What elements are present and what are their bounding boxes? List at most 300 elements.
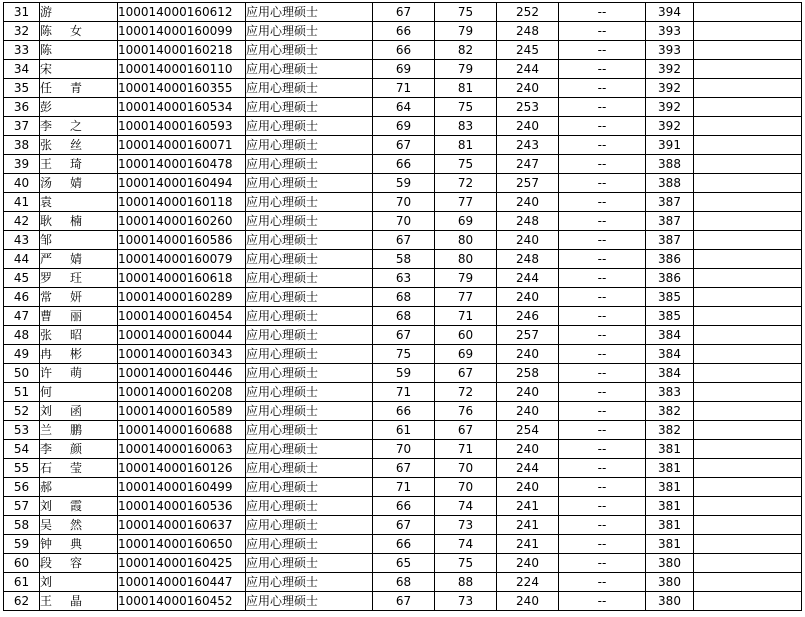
score2-cell: 74 — [435, 497, 497, 516]
candidate-id-cell: 100014000160355 — [118, 79, 246, 98]
name-cell — [40, 573, 118, 592]
name-part: 汤 — [40, 176, 53, 190]
score-table — [3, 2, 802, 611]
total-score-cell: 392 — [646, 60, 694, 79]
name-part: 曹 — [40, 309, 53, 323]
table-row — [4, 573, 802, 592]
name-part: 冉 — [40, 347, 53, 361]
score4-cell: -- — [559, 592, 646, 611]
name-cell — [40, 364, 118, 383]
score2-cell: 75 — [435, 554, 497, 573]
empty-cell — [694, 60, 802, 79]
score4-cell: -- — [559, 212, 646, 231]
major-cell: 应用心理硕士 — [246, 136, 373, 155]
name-part: 玨 — [70, 271, 83, 285]
score2-cell: 80 — [435, 231, 497, 250]
name-part: 典 — [70, 537, 83, 551]
score1-cell: 66 — [373, 41, 435, 60]
score4-cell: -- — [559, 421, 646, 440]
name-part: 钟 — [40, 537, 53, 551]
name-part: 霞 — [70, 499, 83, 513]
score1-cell: 64 — [373, 98, 435, 117]
total-score-cell: 380 — [646, 554, 694, 573]
score4-cell: -- — [559, 364, 646, 383]
rank-cell: 36 — [4, 98, 40, 117]
name-part: 何 — [40, 385, 53, 399]
total-score-cell: 381 — [646, 478, 694, 497]
empty-cell — [694, 155, 802, 174]
score3-cell: 241 — [497, 497, 559, 516]
name-cell — [40, 250, 118, 269]
rank-cell: 50 — [4, 364, 40, 383]
score4-cell: -- — [559, 3, 646, 22]
table-body — [4, 3, 802, 611]
major-cell: 应用心理硕士 — [246, 193, 373, 212]
table-row — [4, 592, 802, 611]
candidate-id-cell: 100014000160447 — [118, 573, 246, 592]
score2-cell: 76 — [435, 402, 497, 421]
name-part: 宋 — [40, 62, 53, 76]
score4-cell: -- — [559, 155, 646, 174]
total-score-cell: 383 — [646, 383, 694, 402]
empty-cell — [694, 535, 802, 554]
total-score-cell: 381 — [646, 459, 694, 478]
score1-cell: 67 — [373, 231, 435, 250]
name-part: 罗 — [40, 271, 53, 285]
score3-cell: 241 — [497, 535, 559, 554]
rank-cell: 52 — [4, 402, 40, 421]
name-cell — [40, 459, 118, 478]
candidate-id-cell: 100014000160499 — [118, 478, 246, 497]
score2-cell: 72 — [435, 383, 497, 402]
candidate-id-cell: 100014000160260 — [118, 212, 246, 231]
major-cell: 应用心理硕士 — [246, 535, 373, 554]
score2-cell: 73 — [435, 592, 497, 611]
name-part: 李 — [40, 119, 53, 133]
score1-cell: 75 — [373, 345, 435, 364]
rank-cell: 47 — [4, 307, 40, 326]
score1-cell: 66 — [373, 402, 435, 421]
major-cell: 应用心理硕士 — [246, 231, 373, 250]
score4-cell: -- — [559, 459, 646, 478]
score3-cell: 244 — [497, 459, 559, 478]
major-cell: 应用心理硕士 — [246, 79, 373, 98]
table-row — [4, 3, 802, 22]
candidate-id-cell: 100014000160589 — [118, 402, 246, 421]
score3-cell: 241 — [497, 516, 559, 535]
score3-cell: 240 — [497, 231, 559, 250]
total-score-cell: 393 — [646, 22, 694, 41]
name-part: 许 — [40, 366, 53, 380]
name-cell — [40, 497, 118, 516]
major-cell: 应用心理硕士 — [246, 3, 373, 22]
total-score-cell: 385 — [646, 307, 694, 326]
name-part: 琦 — [70, 157, 83, 171]
name-part: 婧 — [70, 252, 83, 266]
major-cell: 应用心理硕士 — [246, 402, 373, 421]
empty-cell — [694, 402, 802, 421]
total-score-cell: 382 — [646, 421, 694, 440]
score1-cell: 71 — [373, 383, 435, 402]
score4-cell: -- — [559, 174, 646, 193]
score4-cell: -- — [559, 269, 646, 288]
score4-cell: -- — [559, 79, 646, 98]
name-part: 袁 — [40, 195, 53, 209]
rank-cell: 31 — [4, 3, 40, 22]
name-cell — [40, 3, 118, 22]
major-cell: 应用心理硕士 — [246, 22, 373, 41]
score3-cell: 244 — [497, 60, 559, 79]
major-cell: 应用心理硕士 — [246, 307, 373, 326]
empty-cell — [694, 193, 802, 212]
name-part: 陈 — [40, 43, 53, 57]
empty-cell — [694, 98, 802, 117]
candidate-id-cell: 100014000160534 — [118, 98, 246, 117]
total-score-cell: 388 — [646, 174, 694, 193]
score2-cell: 75 — [435, 98, 497, 117]
total-score-cell: 392 — [646, 79, 694, 98]
candidate-id-cell: 100014000160425 — [118, 554, 246, 573]
empty-cell — [694, 3, 802, 22]
empty-cell — [694, 307, 802, 326]
score2-cell: 69 — [435, 345, 497, 364]
rank-cell: 37 — [4, 117, 40, 136]
major-cell: 应用心理硕士 — [246, 288, 373, 307]
total-score-cell: 386 — [646, 250, 694, 269]
total-score-cell: 381 — [646, 516, 694, 535]
score3-cell: 252 — [497, 3, 559, 22]
name-cell — [40, 212, 118, 231]
total-score-cell: 381 — [646, 440, 694, 459]
table-row — [4, 478, 802, 497]
table-row — [4, 402, 802, 421]
name-cell — [40, 402, 118, 421]
rank-cell: 44 — [4, 250, 40, 269]
major-cell: 应用心理硕士 — [246, 478, 373, 497]
name-part: 颜 — [70, 442, 83, 456]
rank-cell: 51 — [4, 383, 40, 402]
table-row — [4, 440, 802, 459]
score3-cell: 257 — [497, 326, 559, 345]
rank-cell: 34 — [4, 60, 40, 79]
major-cell: 应用心理硕士 — [246, 174, 373, 193]
name-part: 严 — [40, 252, 53, 266]
score4-cell: -- — [559, 22, 646, 41]
total-score-cell: 385 — [646, 288, 694, 307]
name-cell — [40, 478, 118, 497]
empty-cell — [694, 383, 802, 402]
total-score-cell: 384 — [646, 326, 694, 345]
major-cell: 应用心理硕士 — [246, 60, 373, 79]
table-row — [4, 459, 802, 478]
candidate-id-cell: 100014000160063 — [118, 440, 246, 459]
name-cell — [40, 554, 118, 573]
table-row — [4, 231, 802, 250]
table-row — [4, 174, 802, 193]
score3-cell: 257 — [497, 174, 559, 193]
empty-cell — [694, 345, 802, 364]
empty-cell — [694, 364, 802, 383]
score4-cell: -- — [559, 345, 646, 364]
name-part: 楠 — [70, 214, 83, 228]
empty-cell — [694, 288, 802, 307]
empty-cell — [694, 22, 802, 41]
empty-cell — [694, 554, 802, 573]
table-row — [4, 288, 802, 307]
name-part: 妍 — [70, 290, 83, 304]
table-row — [4, 364, 802, 383]
major-cell: 应用心理硕士 — [246, 592, 373, 611]
score4-cell: -- — [559, 136, 646, 155]
name-part: 昭 — [70, 328, 83, 342]
score3-cell: 240 — [497, 79, 559, 98]
name-part: 之 — [70, 119, 83, 133]
total-score-cell: 386 — [646, 269, 694, 288]
candidate-id-cell: 100014000160612 — [118, 3, 246, 22]
score1-cell: 68 — [373, 307, 435, 326]
name-part: 然 — [70, 518, 83, 532]
name-part: 张 — [40, 328, 53, 342]
table-row — [4, 155, 802, 174]
rank-cell: 61 — [4, 573, 40, 592]
name-cell — [40, 345, 118, 364]
table-row — [4, 22, 802, 41]
name-part: 陈 — [40, 24, 53, 38]
candidate-id-cell: 100014000160446 — [118, 364, 246, 383]
total-score-cell: 380 — [646, 573, 694, 592]
name-part: 鹏 — [70, 423, 83, 437]
score1-cell: 68 — [373, 573, 435, 592]
major-cell: 应用心理硕士 — [246, 421, 373, 440]
candidate-id-cell: 100014000160478 — [118, 155, 246, 174]
rank-cell: 55 — [4, 459, 40, 478]
table-row — [4, 98, 802, 117]
score1-cell: 69 — [373, 60, 435, 79]
name-part: 耿 — [40, 214, 53, 228]
score3-cell: 240 — [497, 117, 559, 136]
name-part: 刘 — [40, 499, 53, 513]
score2-cell: 79 — [435, 60, 497, 79]
major-cell: 应用心理硕士 — [246, 326, 373, 345]
name-part: 丝 — [70, 138, 83, 152]
table-row — [4, 269, 802, 288]
score1-cell: 67 — [373, 516, 435, 535]
score2-cell: 79 — [435, 269, 497, 288]
table-row — [4, 60, 802, 79]
total-score-cell: 392 — [646, 117, 694, 136]
score3-cell: 224 — [497, 573, 559, 592]
rank-cell: 32 — [4, 22, 40, 41]
score4-cell: -- — [559, 478, 646, 497]
name-cell — [40, 326, 118, 345]
score2-cell: 67 — [435, 421, 497, 440]
score1-cell: 58 — [373, 250, 435, 269]
score2-cell: 82 — [435, 41, 497, 60]
empty-cell — [694, 478, 802, 497]
candidate-id-cell: 100014000160586 — [118, 231, 246, 250]
empty-cell — [694, 516, 802, 535]
name-cell — [40, 193, 118, 212]
rank-cell: 41 — [4, 193, 40, 212]
name-cell — [40, 117, 118, 136]
name-cell — [40, 592, 118, 611]
total-score-cell: 387 — [646, 193, 694, 212]
score2-cell: 73 — [435, 516, 497, 535]
name-cell — [40, 136, 118, 155]
empty-cell — [694, 326, 802, 345]
score1-cell: 67 — [373, 459, 435, 478]
name-cell — [40, 421, 118, 440]
rank-cell: 59 — [4, 535, 40, 554]
name-part: 石 — [40, 461, 53, 475]
major-cell: 应用心理硕士 — [246, 41, 373, 60]
name-part: 王 — [40, 157, 53, 171]
score1-cell: 70 — [373, 212, 435, 231]
score1-cell: 66 — [373, 155, 435, 174]
rank-cell: 46 — [4, 288, 40, 307]
score3-cell: 240 — [497, 345, 559, 364]
candidate-id-cell: 100014000160208 — [118, 383, 246, 402]
score4-cell: -- — [559, 307, 646, 326]
table-row — [4, 250, 802, 269]
score3-cell: 240 — [497, 402, 559, 421]
name-part: 李 — [40, 442, 53, 456]
total-score-cell: 384 — [646, 364, 694, 383]
name-cell — [40, 231, 118, 250]
rank-cell: 57 — [4, 497, 40, 516]
empty-cell — [694, 212, 802, 231]
rank-cell: 49 — [4, 345, 40, 364]
rank-cell: 33 — [4, 41, 40, 60]
table-row — [4, 79, 802, 98]
score2-cell: 79 — [435, 22, 497, 41]
candidate-id-cell: 100014000160593 — [118, 117, 246, 136]
total-score-cell: 384 — [646, 345, 694, 364]
score4-cell: -- — [559, 383, 646, 402]
major-cell: 应用心理硕士 — [246, 440, 373, 459]
rank-cell: 40 — [4, 174, 40, 193]
name-cell — [40, 98, 118, 117]
score3-cell: 243 — [497, 136, 559, 155]
table-row — [4, 136, 802, 155]
name-cell — [40, 383, 118, 402]
name-part: 彬 — [70, 347, 83, 361]
score2-cell: 80 — [435, 250, 497, 269]
score1-cell: 61 — [373, 421, 435, 440]
candidate-id-cell: 100014000160454 — [118, 307, 246, 326]
score2-cell: 74 — [435, 535, 497, 554]
name-cell — [40, 79, 118, 98]
empty-cell — [694, 497, 802, 516]
empty-cell — [694, 573, 802, 592]
candidate-id-cell: 100014000160637 — [118, 516, 246, 535]
score4-cell: -- — [559, 250, 646, 269]
rank-cell: 60 — [4, 554, 40, 573]
major-cell: 应用心理硕士 — [246, 554, 373, 573]
name-part: 青 — [70, 81, 83, 95]
score1-cell: 70 — [373, 193, 435, 212]
rank-cell: 45 — [4, 269, 40, 288]
table-row — [4, 193, 802, 212]
table-row — [4, 516, 802, 535]
total-score-cell: 380 — [646, 592, 694, 611]
score2-cell: 70 — [435, 459, 497, 478]
score1-cell: 59 — [373, 174, 435, 193]
name-cell — [40, 174, 118, 193]
empty-cell — [694, 459, 802, 478]
major-cell: 应用心理硕士 — [246, 212, 373, 231]
name-part: 兰 — [40, 423, 53, 437]
name-part: 郝 — [40, 480, 53, 494]
major-cell: 应用心理硕士 — [246, 497, 373, 516]
score4-cell: -- — [559, 326, 646, 345]
table-row — [4, 383, 802, 402]
name-cell — [40, 516, 118, 535]
major-cell: 应用心理硕士 — [246, 98, 373, 117]
major-cell: 应用心理硕士 — [246, 383, 373, 402]
name-part: 任 — [40, 81, 53, 95]
score2-cell: 72 — [435, 174, 497, 193]
score1-cell: 66 — [373, 22, 435, 41]
table-row — [4, 554, 802, 573]
candidate-id-cell: 100014000160218 — [118, 41, 246, 60]
score3-cell: 247 — [497, 155, 559, 174]
empty-cell — [694, 269, 802, 288]
candidate-id-cell: 100014000160289 — [118, 288, 246, 307]
score4-cell: -- — [559, 497, 646, 516]
table-row — [4, 41, 802, 60]
major-cell: 应用心理硕士 — [246, 573, 373, 592]
rank-cell: 48 — [4, 326, 40, 345]
score3-cell: 258 — [497, 364, 559, 383]
rank-cell: 39 — [4, 155, 40, 174]
major-cell: 应用心理硕士 — [246, 364, 373, 383]
score1-cell: 67 — [373, 136, 435, 155]
rank-cell: 53 — [4, 421, 40, 440]
rank-cell: 62 — [4, 592, 40, 611]
score2-cell: 70 — [435, 478, 497, 497]
candidate-id-cell: 100014000160494 — [118, 174, 246, 193]
candidate-id-cell: 100014000160071 — [118, 136, 246, 155]
score2-cell: 75 — [435, 155, 497, 174]
candidate-id-cell: 100014000160126 — [118, 459, 246, 478]
score1-cell: 69 — [373, 117, 435, 136]
empty-cell — [694, 250, 802, 269]
empty-cell — [694, 440, 802, 459]
major-cell: 应用心理硕士 — [246, 345, 373, 364]
name-cell — [40, 41, 118, 60]
empty-cell — [694, 136, 802, 155]
name-part: 函 — [70, 404, 83, 418]
score3-cell: 254 — [497, 421, 559, 440]
table-row — [4, 212, 802, 231]
score1-cell: 63 — [373, 269, 435, 288]
name-part: 萌 — [70, 366, 83, 380]
score3-cell: 253 — [497, 98, 559, 117]
major-cell: 应用心理硕士 — [246, 117, 373, 136]
candidate-id-cell: 100014000160536 — [118, 497, 246, 516]
score2-cell: 71 — [435, 307, 497, 326]
rank-cell: 42 — [4, 212, 40, 231]
name-cell — [40, 307, 118, 326]
score2-cell: 75 — [435, 3, 497, 22]
score4-cell: -- — [559, 288, 646, 307]
name-cell — [40, 535, 118, 554]
score2-cell: 77 — [435, 193, 497, 212]
rank-cell: 38 — [4, 136, 40, 155]
score2-cell: 71 — [435, 440, 497, 459]
name-part: 张 — [40, 138, 53, 152]
